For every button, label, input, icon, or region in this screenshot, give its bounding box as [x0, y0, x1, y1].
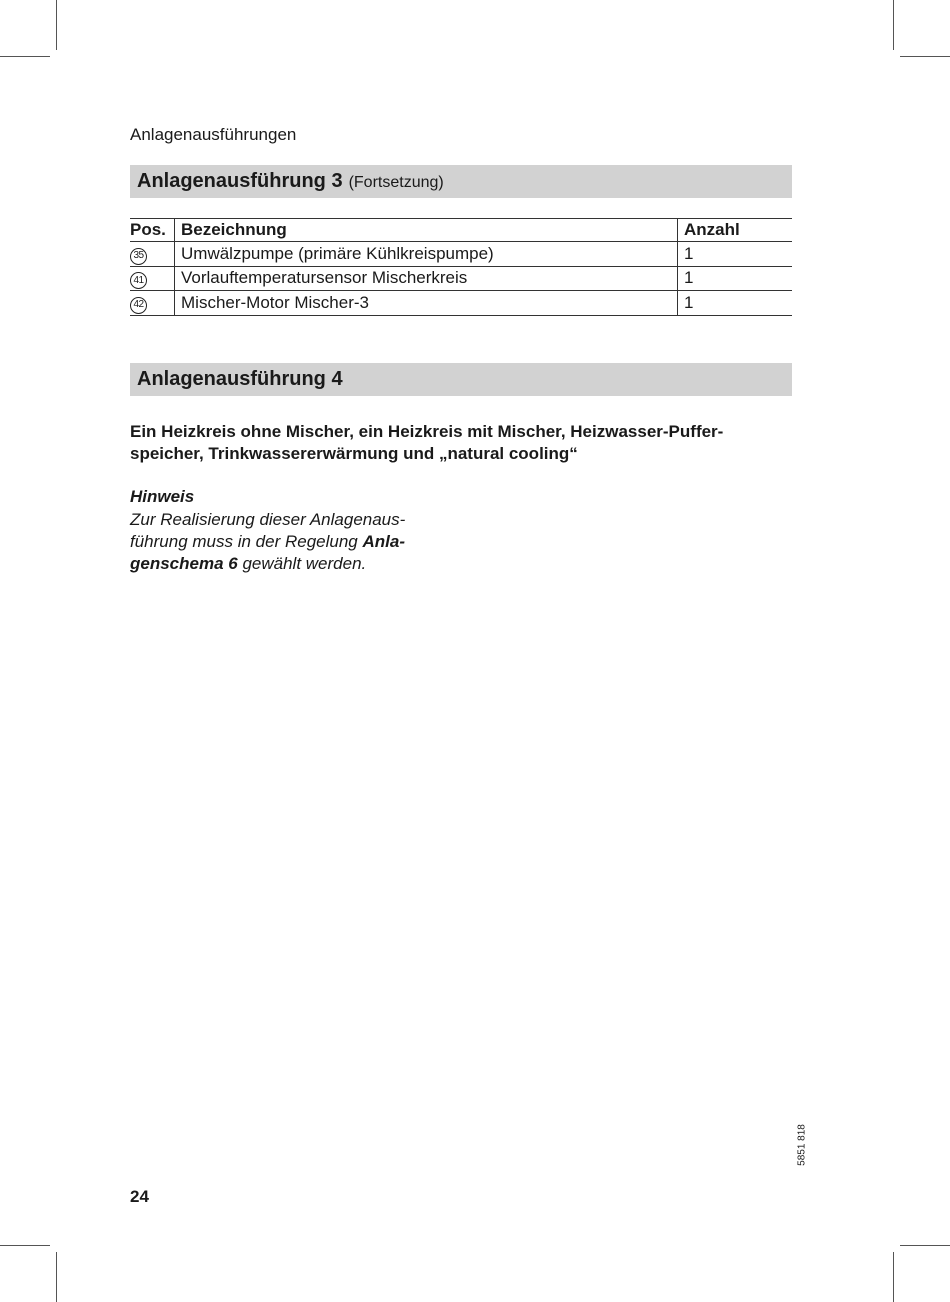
crop-mark [900, 56, 950, 57]
note-text: gewählt werden. [237, 554, 367, 573]
crop-mark [0, 1245, 50, 1246]
name-cell: Vorlauftemperatursensor Mischerkreis [175, 266, 678, 291]
table-row [130, 291, 792, 316]
section-heading-4 [130, 363, 792, 396]
column-header-name: Bezeichnung [175, 219, 678, 242]
qty-cell: 1 [678, 291, 793, 316]
qty-cell: 1 [678, 242, 793, 267]
crop-mark [893, 0, 894, 50]
table-row [130, 266, 792, 291]
document-number: 5851 818 [796, 1124, 808, 1166]
crop-mark [56, 1252, 57, 1302]
crop-mark [0, 56, 50, 57]
section-title: Anlagenausführung 3 [137, 170, 343, 192]
note-body [130, 509, 450, 575]
note-emphasis: Anla- [362, 532, 405, 551]
name-cell: Umwälzpumpe (primäre Kühlkreispumpe) [175, 242, 678, 267]
position-number-circle: 35 [130, 248, 147, 265]
note-text: Zur Realisierung dieser Anlagenaus- [130, 510, 406, 529]
page-number: 24 [130, 1187, 149, 1206]
column-header-pos: Pos. [130, 219, 175, 242]
crop-mark [56, 0, 57, 50]
note-emphasis: genschema 6 [130, 554, 238, 573]
position-number-circle: 42 [130, 297, 147, 314]
table-row [130, 242, 792, 267]
lead-line: speicher, Trinkwassererwärmung und „natural cooling“ [130, 444, 578, 463]
pos-cell [130, 266, 175, 291]
pos-cell [130, 242, 175, 267]
parts-table [130, 218, 792, 316]
section-heading-3 [130, 165, 792, 198]
note-text: führung muss in der Regelung [130, 532, 363, 551]
position-number-circle: 41 [130, 272, 147, 289]
qty-cell: 1 [678, 266, 793, 291]
name-cell: Mischer-Motor Mischer-3 [175, 291, 678, 316]
running-head: Anlagenausführungen [130, 125, 297, 144]
section-lead-text [130, 421, 795, 465]
note-title: Hinweis [130, 487, 195, 506]
crop-mark [900, 1245, 950, 1246]
lead-line: Ein Heizkreis ohne Mischer, ein Heizkreis mit Mischer, Heizwasser-Puffer- [130, 422, 724, 441]
pos-cell [130, 291, 175, 316]
table-header-row [130, 219, 792, 242]
section-subtitle: (Fortsetzung) [348, 173, 444, 191]
section-title: Anlagenausführung 4 [137, 368, 343, 390]
column-header-qty: Anzahl [678, 219, 793, 242]
crop-mark [893, 1252, 894, 1302]
